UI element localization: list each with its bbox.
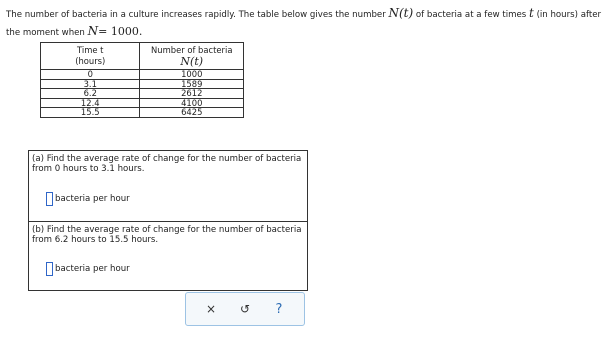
answer-a-input[interactable] bbox=[46, 192, 53, 206]
time-cell: 0 bbox=[41, 70, 140, 80]
count-cell: 6425 bbox=[140, 108, 244, 118]
time-column-header: Time t (hours) bbox=[41, 43, 140, 70]
intro-text-3: (in hours) after the moment when bbox=[6, 10, 602, 38]
table-row bbox=[41, 79, 244, 89]
question-b-text: (b) Find the average rate of change for the number of bacteria from 6.2 hours to 15.5 hours. bbox=[32, 225, 302, 245]
table-row bbox=[41, 89, 244, 99]
question-b-box bbox=[28, 221, 308, 291]
count-column-header: Number of bacteria N(t) bbox=[140, 43, 244, 70]
answer-a-unit: bacteria per hour bbox=[55, 194, 130, 204]
count-cell: 1589 bbox=[140, 79, 244, 89]
answer-toolbar bbox=[185, 292, 305, 326]
question-b-answer bbox=[46, 262, 130, 276]
clear-icon[interactable]: × bbox=[205, 302, 217, 316]
time-cell: 3.1 bbox=[41, 79, 140, 89]
problem-statement bbox=[6, 5, 602, 41]
question-a-answer bbox=[46, 192, 130, 206]
bacteria-table bbox=[40, 42, 244, 118]
count-cell: 1000 bbox=[140, 70, 244, 80]
intro-text-1: The number of bacteria in a culture increases rapidly. The table below gives the number bbox=[6, 10, 386, 20]
initial-value: = 1000. bbox=[98, 25, 143, 38]
table-header-row bbox=[41, 43, 244, 70]
answer-b-unit: bacteria per hour bbox=[55, 264, 130, 274]
help-icon[interactable]: ? bbox=[275, 301, 283, 317]
intro-text-2: of bacteria at a few times bbox=[415, 10, 527, 20]
time-cell: 6.2 bbox=[41, 89, 140, 99]
n-of-t-symbol: N(t) bbox=[388, 6, 414, 20]
count-cell: 4100 bbox=[140, 98, 244, 108]
count-cell: 2612 bbox=[140, 89, 244, 99]
question-a-text: (a) Find the average rate of change for the number of bacteria from 0 hours to 3.1 hours. bbox=[32, 154, 302, 174]
table-row bbox=[41, 98, 244, 108]
undo-icon[interactable]: ↺ bbox=[239, 302, 251, 316]
time-cell: 12.4 bbox=[41, 98, 140, 108]
table-row bbox=[41, 108, 244, 118]
n-symbol: N bbox=[87, 24, 99, 38]
t-symbol: t bbox=[529, 6, 534, 20]
time-cell: 15.5 bbox=[41, 108, 140, 118]
question-a-box bbox=[28, 150, 308, 223]
answer-b-input[interactable] bbox=[46, 262, 53, 276]
table-row bbox=[41, 70, 244, 80]
